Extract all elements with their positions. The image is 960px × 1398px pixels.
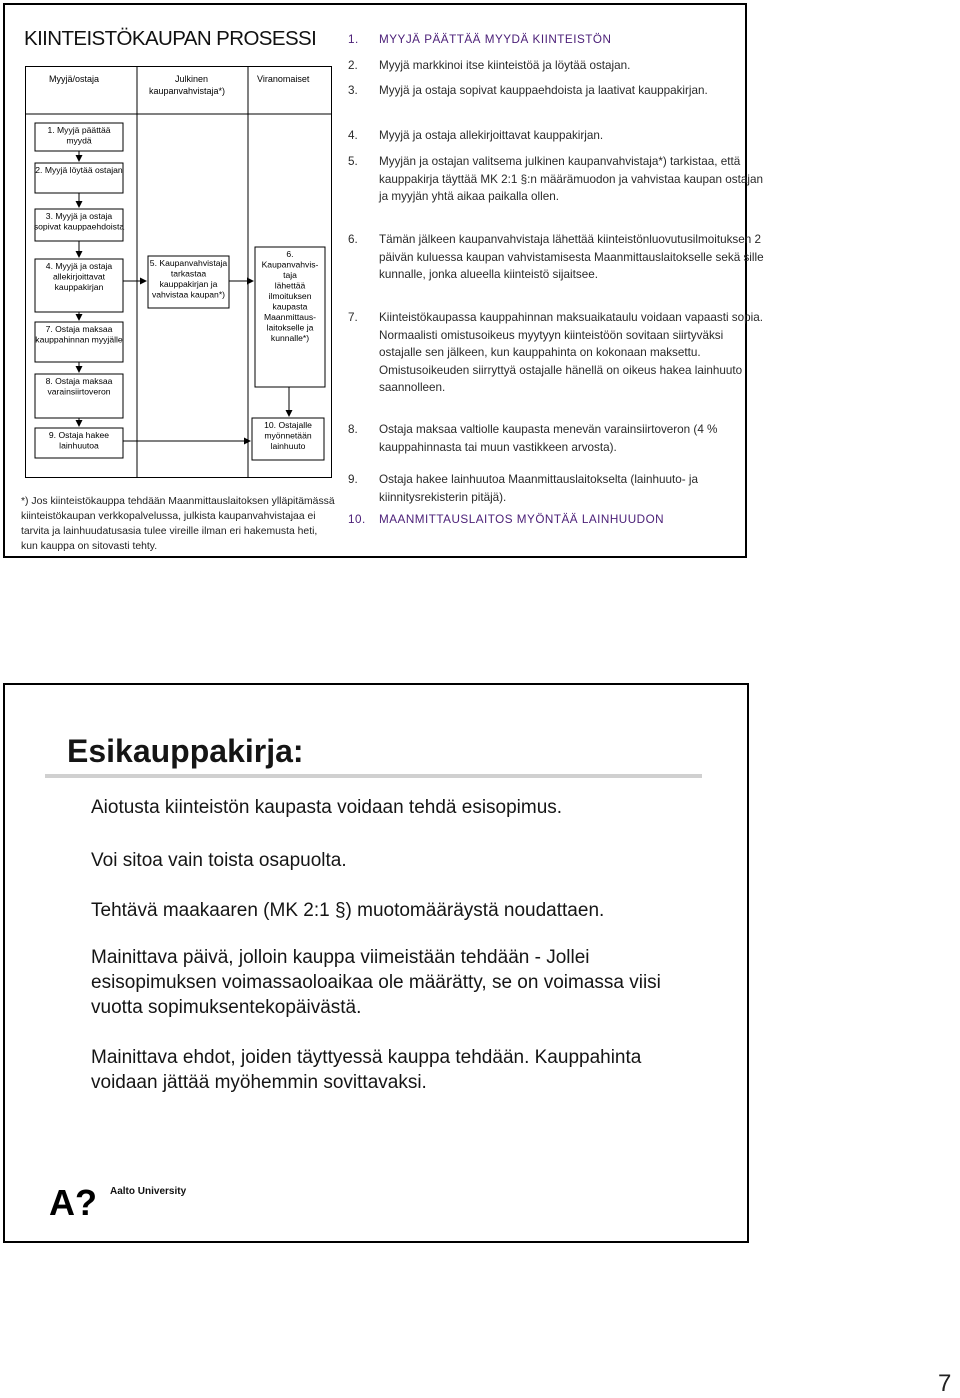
process-step (348, 421, 769, 456)
step-number: 10. (348, 513, 366, 526)
flow-box-text: 6. (286, 249, 294, 259)
step-text: Kiinteistökaupassa kauppahinnan maksuaikataulu voidaan vapaasti sopia. Normaalisti omistusoikeus myytyyn kiinteistöön sovitaan siirtyväksi ostajalle sen jälkeen, kun kauppahinta on kokonaan maksettu. Omistusoikeuden siirryttyä ostajalle hänellä on oikeus hakea lainhuuto saannolleen. (379, 311, 763, 395)
flow-box-text: allekirjoittavat (52, 271, 106, 282)
process-step (348, 31, 769, 49)
flow-box-text: sopivat kauppaehdoista (33, 221, 125, 232)
col-header-notary-2: kaupanvahvistaja*) (149, 86, 226, 96)
bullet-item: Tehtävä maakaaren (MK 2:1 §) muotomääräystä noudattaen. (91, 900, 605, 921)
svg-text:A?: A? (49, 1185, 97, 1219)
step-text: Myyjä ja ostaja allekirjoittavat kauppakirjan. (379, 129, 604, 142)
bullet-item: Voi sitoa vain toista osapuolta. (91, 850, 347, 871)
flow-box-text: 4. Myyjä ja ostaja (45, 261, 113, 271)
process-step (348, 231, 769, 284)
footer-divider (45, 774, 702, 778)
step-number: 8. (348, 423, 358, 436)
flow-box-text: laitokselle ja (266, 322, 314, 333)
col-header-authorities: Viranomaiset (257, 74, 310, 84)
aalto-logo-text: Aalto University (110, 1186, 187, 1197)
step-text: Myyjä markkinoi itse kiinteistöä ja löytää ostajan. (379, 59, 631, 72)
process-step (348, 511, 769, 529)
flow-box-text: 9. Ostaja hakee (48, 430, 110, 440)
flow-box-text: Kaupanvahvis- (261, 259, 319, 270)
step-number: 2. (348, 59, 358, 72)
step-text: MYYJÄ PÄÄTTÄÄ MYYDÄ KIINTEISTÖN (379, 33, 612, 46)
step-text: Tämän jälkeen kaupanvahvistaja lähettää kiinteistönluovutusilmoituksen 2 päivän kuluessa kaupan vahvistamisesta Maanmittauslaitokselle sekä sille kunnalle, jonka alueella kiinteistö sijaitsee. (379, 233, 764, 282)
flow-box-text: 5. Kaupanvahvistaja (149, 258, 228, 268)
step-number: 9. (348, 473, 358, 486)
process-flowchart (25, 66, 332, 478)
aalto-logo-icon (49, 1185, 101, 1224)
flow-box-text: Maanmittaus- (263, 312, 317, 322)
flow-box-text: myönnetään (264, 430, 312, 441)
flow-box-text: kunnalle*) (270, 333, 310, 343)
slide-title: KIINTEISTÖKAUPAN PROSESSI (24, 27, 317, 50)
bullet-item: Aiotusta kiinteistön kaupasta voidaan tehdä esisopimus. (91, 797, 563, 818)
col-header-notary-1: Julkinen (175, 74, 209, 84)
bullet-item: Mainittava ehdot, joiden täyttyessä kauppa tehdään. Kauppahinta voidaan jättää myöhemmin sovittavaksi. (91, 1047, 642, 1093)
slide-process (3, 3, 764, 558)
process-step (348, 309, 769, 397)
flow-box-text: 2. Myyjä löytää ostajan (35, 165, 123, 175)
step-number: 7. (348, 311, 358, 324)
step-number: 3. (348, 84, 358, 97)
flow-box-text: vahvistaa kaupan*) (151, 289, 226, 300)
step-text: Myyjän ja ostajan valitsema julkinen kaupanvahvistaja*) tarkistaa, että kauppakirja täyttää MK 2:1 §:n määrämuodon ja vahvistaa kaupan ostajan ja myyjän yhtä aikaa paikalla ollen. (379, 155, 763, 204)
flow-box-text: 8. Ostaja maksaa (45, 376, 113, 386)
flow-box-text: 1. Myyjä päättää (47, 125, 111, 135)
flow-box-text: tarkastaa (170, 268, 207, 279)
flow-box-text: 10. Ostajalle (264, 420, 312, 430)
flow-box-text: kauppakirjan (54, 282, 104, 292)
flow-box-text: kaupasta (272, 301, 308, 312)
bullet-item: Mainittava päivä, jolloin kauppa viimeistään tehdään - Jollei esisopimuksen voimassaoloaikaa ole määrätty, se on voimassa viisi vuotta sopimuksentekopäivästä. (91, 947, 661, 1018)
process-step (348, 471, 769, 506)
process-step (348, 127, 769, 145)
flow-box-text: kauppakirjan ja (159, 279, 218, 289)
slide-title: Esikauppakirja: (67, 733, 304, 769)
flow-box-text: varainsiirtoveron (47, 386, 111, 397)
step-number: 1. (348, 33, 359, 46)
step-text: MAANMITTAUSLAITOS MYÖNTÄÄ LAINHUUDON (379, 513, 665, 526)
step-text: Myyjä ja ostaja sopivat kauppaehdoista ja laativat kauppakirjan. (379, 84, 708, 97)
flow-box-text: myydä (66, 135, 92, 146)
step-number: 6. (348, 233, 358, 246)
page-number: 7 (938, 1370, 952, 1397)
process-step (348, 57, 769, 75)
flow-box-text: kauppahinnan myyjälle (35, 334, 123, 345)
flow-box-text: lainhuutoa (59, 440, 99, 451)
step-number: 5. (348, 155, 358, 168)
step-text: Ostaja maksaa valtiolle kaupasta menevän varainsiirtoveron (4 % kauppahinnasta tai muun vastikkeen arvosta). (379, 423, 718, 454)
flow-box-text: lainhuuto (270, 441, 306, 451)
flow-box-text: taja (283, 270, 297, 280)
footnote: *) Jos kiinteistökauppa tehdään Maanmittauslaitoksen ylläpitämässä kiinteistökaupan verkkopalvelussa, julkista kaupanvahvistajaa ei tarvita ja lainhuudatusasia tulee vireille ilman eri hakemusta heti, kun kauppa on sitovasti tehty. (21, 496, 335, 552)
flow-box-text: ilmoituksen (268, 291, 312, 301)
slide-pre-contract (3, 683, 749, 1243)
col-header-seller-buyer: Myyjä/ostaja (49, 74, 100, 84)
flow-box-text: 7. Ostaja maksaa (45, 324, 113, 334)
step-text: Ostaja hakee lainhuutoa Maanmittauslaitokselta (lainhuuto- ja kiinnitysrekisterin pitäjä). (379, 473, 698, 504)
process-step (348, 153, 769, 206)
flow-box-text: 3. Myyjä ja ostaja (45, 211, 113, 221)
step-number: 4. (348, 129, 358, 142)
process-step (348, 82, 769, 100)
flow-box-text: lähettää (274, 280, 306, 291)
